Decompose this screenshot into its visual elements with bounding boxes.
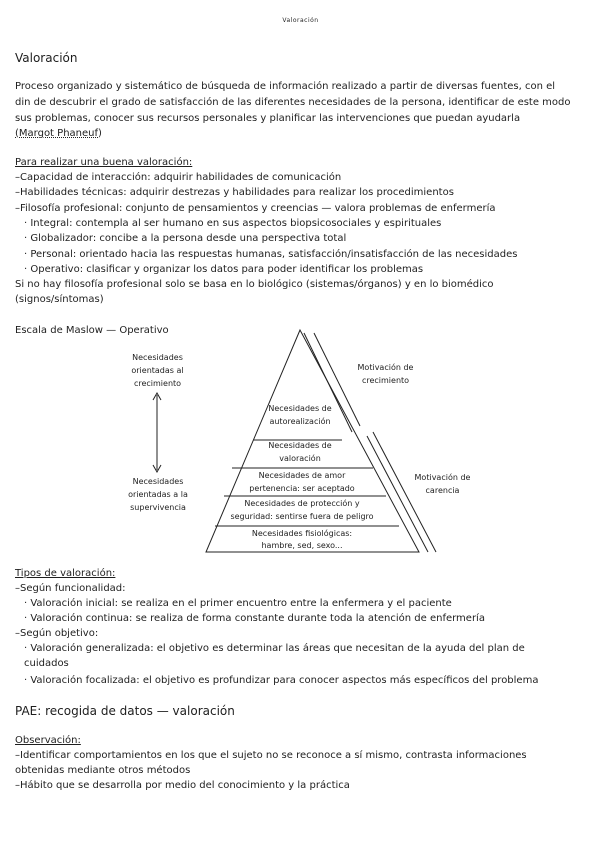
- level-seguridad-2: seguridad: sentirse fuera de peligro: [230, 512, 374, 521]
- section-heading: Valoración: [15, 51, 78, 65]
- right-top-label-2: crecimiento: [361, 376, 410, 385]
- left-bottom-label-1: Necesidades: [132, 477, 184, 486]
- tipos-heading: Tipos de valoración:: [15, 568, 116, 579]
- intro-line-1: Proceso organizado y sistemático de búsqueda de información realizado a partir de diversas fuentes, con el: [15, 81, 556, 92]
- list-item: · Valoración focalizada: el objetivo es profundizar para conocer aspectos más específicos del problema: [24, 675, 539, 686]
- intro-line-4: (Margot Phaneuf): [15, 128, 102, 139]
- level-autorealizacion-1: Necesidades de: [268, 404, 332, 413]
- list-item: · Personal: orientado hacia las respuestas humanas, satisfacción/insatisfacción de las necesidades: [24, 249, 518, 260]
- level-amor-1: Necesidades de amor: [258, 471, 346, 480]
- list-item: · Valoración inicial: se realiza en el primer encuentro entre la enfermera y el paciente: [24, 598, 452, 609]
- list-item: · Operativo: clasificar y organizar los datos para poder identificar los problemas: [24, 264, 424, 275]
- funcionalidad-heading: –Según funcionalidad:: [15, 583, 126, 594]
- level-fisiologicas-1: Necesidades fisiológicas:: [251, 529, 353, 538]
- right-bottom-label-1: Motivación de: [414, 473, 471, 482]
- list-item: –Filosofía profesional: conjunto de pensamientos y creencias — valora problemas de enfermería: [15, 203, 496, 214]
- level-amor-2: pertenencia: ser aceptado: [249, 484, 355, 493]
- intro-line-2: din de descubrir el grado de satisfacción de las diferentes necesidades de la persona, identificar de este modo: [15, 97, 571, 108]
- note-line-2: (signos/síntomas): [15, 294, 104, 305]
- para-realizar-heading: Para realizar una buena valoración:: [15, 157, 193, 168]
- page-title: Valoración: [282, 17, 319, 24]
- list-item: · Integral: contempla al ser humano en sus aspectos biopsicosociales y espirituales: [24, 218, 442, 229]
- left-top-label-3: crecimiento: [133, 379, 182, 388]
- observacion-line-1: –Identificar comportamientos en los que el sujeto no se reconoce a sí mismo, contrasta informaciones: [15, 750, 527, 761]
- left-top-label-2: orientadas al: [131, 366, 184, 375]
- list-item: cuidados: [24, 658, 69, 669]
- left-bottom-label-3: supervivencia: [130, 503, 186, 512]
- right-top-label-1: Motivación de: [357, 363, 414, 372]
- observacion-line-2: obtenidas mediante otros métodos: [15, 765, 191, 776]
- level-fisiologicas-2: hambre, sed, sexo...: [261, 541, 343, 550]
- left-bottom-label-2: orientadas a la: [128, 490, 188, 499]
- observacion-line-3: –Hábito que se desarrolla por medio del conocimiento y la práctica: [15, 780, 350, 791]
- right-bottom-label-2: carencia: [425, 486, 460, 495]
- list-item: –Capacidad de interacción: adquirir habilidades de comunicación: [15, 172, 342, 183]
- list-item: –Habilidades técnicas: adquirir destrezas y habilidades para realizar los procedimientos: [15, 187, 454, 198]
- observacion-heading: Observación:: [15, 735, 81, 746]
- list-item: · Valoración continua: se realiza de forma constante durante toda la atención de enfermería: [24, 613, 485, 624]
- list-item: · Globalizador: concibe a la persona desde una perspectiva total: [24, 233, 347, 244]
- note-line-1: Si no hay filosofía profesional solo se basa en lo biológico (sistemas/órganos) y en lo biomédico: [15, 279, 494, 290]
- intro-line-3: sus problemas, conocer sus recursos personales y planificar las intervenciones que puedan ayudarla: [15, 113, 521, 124]
- objetivo-heading: –Según objetivo:: [15, 628, 99, 639]
- pae-heading: PAE: recogida de datos — valoración: [15, 704, 235, 718]
- level-valoracion-1: Necesidades de: [268, 441, 332, 450]
- list-item: · Valoración generalizada: el objetivo es determinar las áreas que necesitan de la ayuda del plan de: [24, 643, 525, 654]
- level-autorealizacion-2: autorealización: [269, 417, 331, 426]
- level-seguridad-1: Necesidades de protección y: [244, 499, 360, 508]
- maslow-label: Escala de Maslow — Operativo: [15, 325, 169, 336]
- left-top-label-1: Necesidades: [132, 353, 183, 362]
- level-valoracion-2: valoración: [279, 454, 321, 463]
